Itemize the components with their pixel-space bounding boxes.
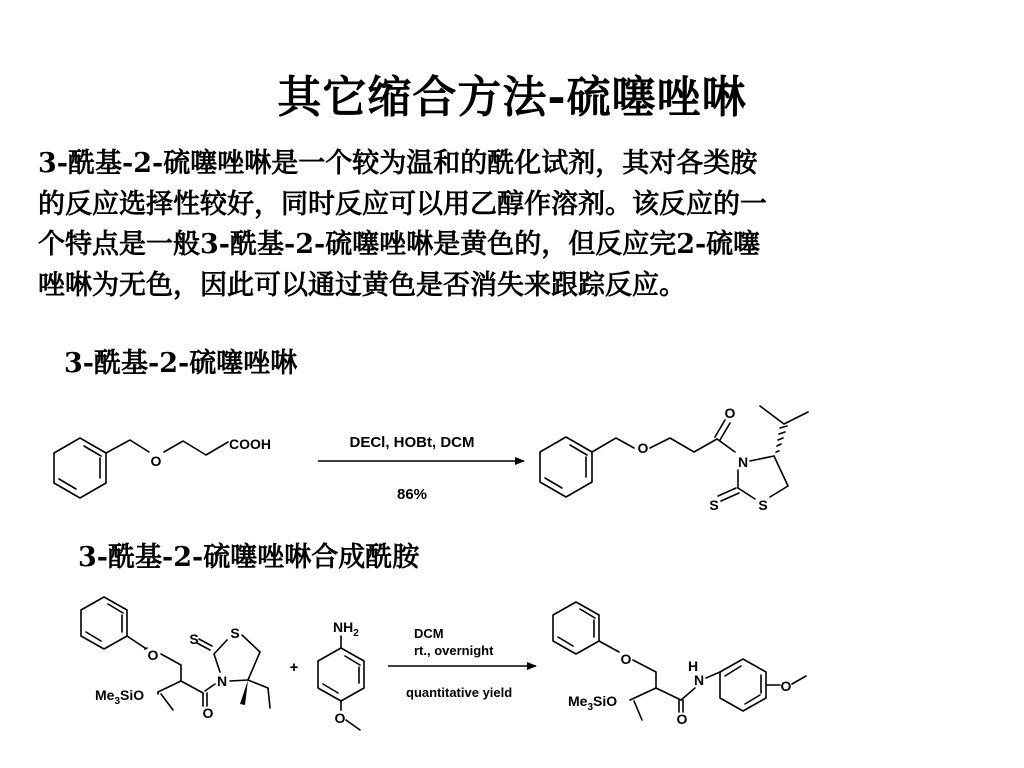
- trimethylsilyloxy-label: $Me_3SiO$: [568, 693, 618, 713]
- benzene-ring: [540, 437, 592, 497]
- amide-nitrogen-label: N: [693, 672, 705, 688]
- scheme2-conditions-time: rt., overnight: [414, 643, 494, 658]
- carbonyl-oxygen-label: O: [202, 705, 214, 721]
- ether-oxygen-label: O: [147, 647, 159, 663]
- ether-oxygen-label: O: [620, 651, 632, 667]
- scheme2-label: 3-酰基-2-硫噻唑啉合成酰胺: [78, 542, 420, 573]
- carboxylic-acid-label: COOH: [229, 436, 271, 452]
- scheme2-yield: quantitative yield: [406, 685, 513, 700]
- thione-sulfur-label: S: [189, 631, 199, 647]
- benzene-ring: [553, 602, 599, 654]
- scheme1-reactant-structure: [54, 436, 271, 498]
- hashed-wedge-bond: [776, 426, 787, 452]
- scheme1-product-structure: [540, 405, 808, 513]
- carbonyl-oxygen-label: O: [724, 405, 736, 421]
- ring-nitrogen-label: N: [216, 673, 228, 689]
- scheme2-product-structure: [553, 602, 806, 727]
- methoxy-oxygen-label: O: [780, 678, 792, 694]
- paragraph-line: 唑啉为无色，因此可以通过黄色是否消失来跟踪反应。: [38, 269, 686, 301]
- ring-sulfur-label: S: [230, 625, 240, 641]
- ring-sulfur-label: S: [758, 497, 768, 513]
- benzene-ring: [54, 438, 106, 498]
- paragraph-line: 3-酰基-2-硫噻唑啉是一个较为温和的酰化试剂，其对各类胺: [38, 148, 758, 179]
- scheme1-label: 3-酰基-2-硫噻唑啉: [64, 348, 298, 379]
- methoxy-oxygen-label: O: [334, 710, 346, 726]
- paragraph-line: 的反应选择性较好，同时反应可以用乙醇作溶剂。该反应的一: [38, 188, 767, 220]
- scheme2-conditions-solvent: DCM: [414, 626, 444, 641]
- ether-oxygen-label: O: [150, 453, 162, 469]
- ring-nitrogen-label: N: [737, 454, 749, 470]
- amine-label: $NH_2$: [333, 619, 359, 639]
- scheme1-yield: 86%: [396, 486, 428, 503]
- amide-hydrogen-label: H: [687, 658, 699, 674]
- plus-sign: +: [289, 659, 299, 676]
- carbonyl-oxygen-label: O: [676, 711, 688, 727]
- benzene-ring: [81, 597, 127, 649]
- ether-oxygen-label: O: [637, 440, 649, 456]
- slide-title: 其它缩合方法-硫噻唑啉: [277, 72, 747, 123]
- paragraph-line: 个特点是一般3-酰基-2-硫噻唑啉是黄色的，但反应完2-硫噻: [38, 229, 761, 260]
- benzene-ring: [318, 648, 364, 701]
- benzene-ring: [720, 659, 766, 711]
- scheme2-amine-structure: [318, 619, 364, 730]
- trimethylsilyloxy-label: $Me_3SiO$: [95, 687, 145, 707]
- scheme2-reactant-structure: [81, 597, 270, 721]
- scheme1-conditions: DECl, HOBt, DCM: [349, 434, 475, 451]
- thione-sulfur-label: S: [709, 497, 719, 513]
